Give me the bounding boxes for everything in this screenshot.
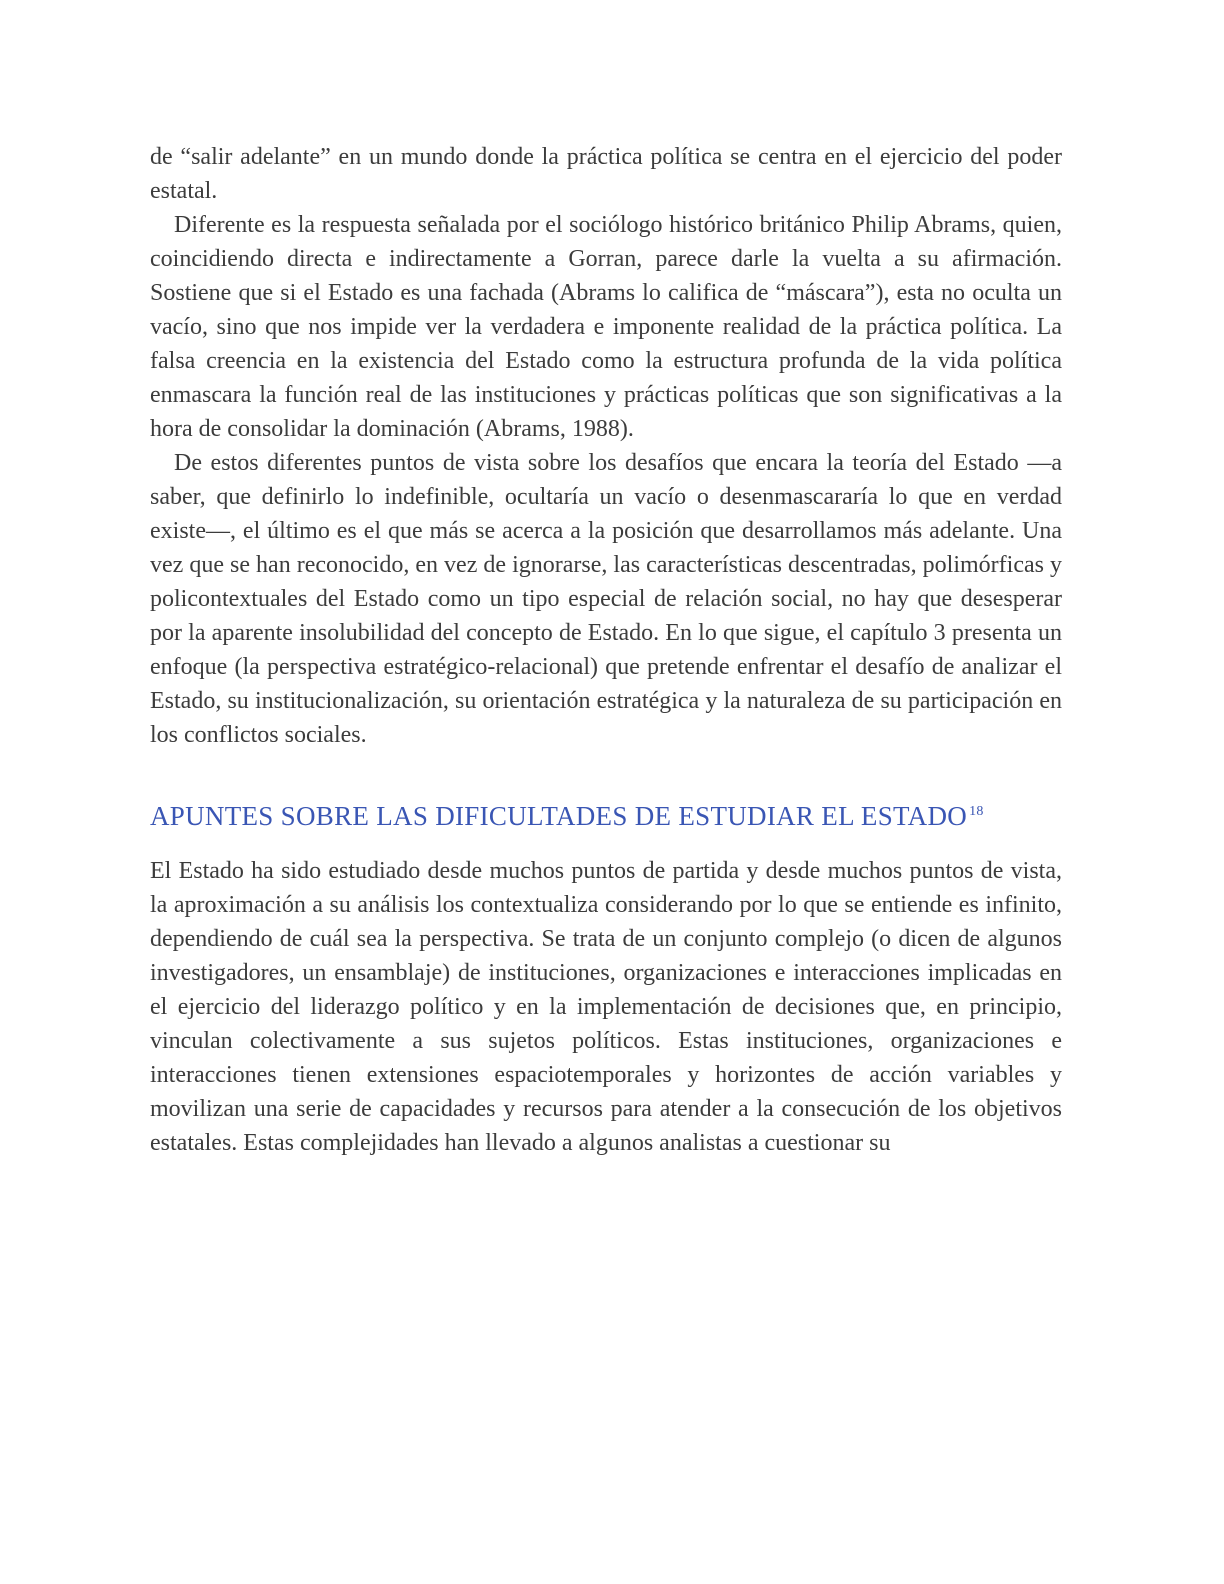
section-heading-text: APUNTES SOBRE LAS DIFICULTADES DE ESTUDIAR EL ESTADO [150, 801, 968, 831]
footnote-marker[interactable]: 18 [969, 804, 984, 819]
body-paragraph: De estos diferentes puntos de vista sobre los desafíos que encara la teoría del Estado —a saber, que definirlo lo indefinible, ocultaría un vacío o desenmascararía lo que en verdad existe—, el último es el que más se acerca a la posición que desarrollamos más adelante. Una vez que se han reconocido, en vez de ignorarse, las características descentradas, polimórficas y policontextuales del Estado como un tipo especial de relación social, no hay que desesperar por la aparente insolubilidad del concepto de Estado. En lo que sigue, el capítulo 3 presenta un enfoque (la perspectiva estratégico-relacional) que pretende enfrentar el desafío de analizar el Estado, su institucionalización, su orientación estratégica y la naturaleza de su participación en los conflictos sociales. [150, 450, 1062, 748]
body-paragraph: de “salir adelante” en un mundo donde la práctica política se centra en el ejercicio del poder estatal. [150, 144, 1062, 204]
section-heading [150, 792, 1062, 836]
body-paragraph: El Estado ha sido estudiado desde muchos puntos de partida y desde muchos puntos de vista, la aproximación a su análisis los contextualiza considerando por lo que se entiende es infinito, dependiendo de cuál sea la perspectiva. Se trata de un conjunto complejo (o dicen de algunos investigadores, un ensamblaje) de instituciones, organizaciones e interacciones implicadas en el ejercicio del liderazgo político y en la implementación de decisiones que, en principio, vinculan colectivamente a sus sujetos políticos. Estas instituciones, organizaciones e interacciones tienen extensiones espaciotemporales y horizontes de acción variables y movilizan una serie de capacidades y recursos para atender a la consecución de los objetivos estatales. Estas complejidades han llevado a algunos analistas a cuestionar su [150, 858, 1062, 1156]
body-paragraph: Diferente es la respuesta señalada por el sociólogo histórico británico Philip Abrams, quien, coincidiendo directa e indirectamente a Gorran, parece darle la vuelta a su afirmación. Sostiene que si el Estado es una fachada (Abrams lo califica de “máscara”), esta no oculta un vacío, sino que nos impide ver la verdadera e imponente realidad de la práctica política. La falsa creencia en la existencia del Estado como la estructura profunda de la vida política enmascara la función real de las instituciones y prácticas políticas que son significativas a la hora de consolidar la dominación (Abrams, 1988). [150, 212, 1062, 442]
document-page [150, 140, 1062, 1160]
